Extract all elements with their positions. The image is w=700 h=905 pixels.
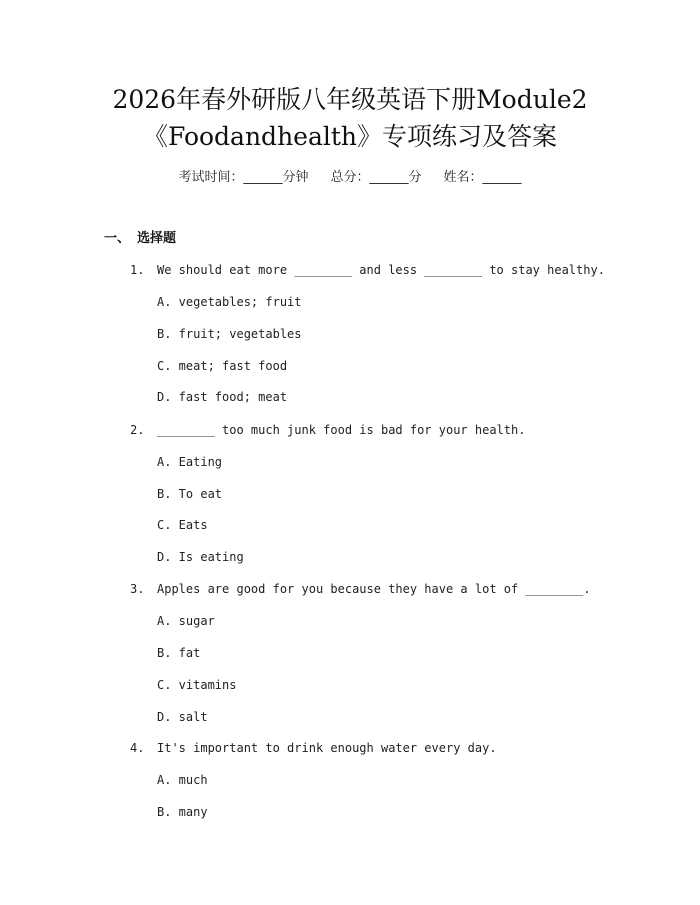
student-name-field: 姓名：______ [443, 170, 522, 185]
option-2a: A. Eating [157, 455, 223, 469]
option-4a: A. much [157, 773, 208, 787]
option-2d: D. Is eating [157, 550, 244, 564]
option-2b: B. To eat [157, 487, 223, 501]
option-4b: B. many [157, 805, 208, 819]
question-1 [130, 261, 605, 279]
question-2 [130, 421, 525, 439]
option-3d: D. salt [157, 710, 208, 724]
option-3b: B. fat [157, 646, 201, 660]
option-3a: A. sugar [157, 614, 215, 628]
total-score-field: 总分：______分 [330, 170, 422, 185]
section-label: 选择题 [137, 231, 177, 246]
question-number: 2. [130, 423, 145, 437]
document-title-line-2: 《Foodandhealth》专项练习及答案 [142, 122, 558, 151]
option-1d: D. fast food; meat [157, 390, 288, 404]
question-number: 3. [130, 582, 145, 596]
option-1a: A. vegetables; fruit [157, 295, 302, 309]
question-text: ________ too much junk food is bad for your health. [157, 423, 526, 437]
option-1b: B. fruit; vegetables [157, 327, 302, 341]
document-title-line-1: 2026年春外研版八年级英语下册Module2 [112, 85, 588, 114]
option-1c: C. meat; fast food [157, 359, 288, 373]
question-text: Apples are good for you because they have a lot of ________. [157, 582, 591, 596]
question-number: 1. [130, 263, 145, 277]
question-text: It's important to drink enough water every day. [157, 741, 497, 755]
exam-info-line [0, 169, 700, 187]
option-3c: C. vitamins [157, 678, 237, 692]
section-heading [104, 230, 176, 248]
question-4 [130, 739, 497, 757]
section-number: 一、 [104, 231, 131, 246]
exam-time-field: 考试时间：______分钟 [178, 170, 309, 185]
question-text: We should eat more ________ and less ________ to stay healthy. [157, 263, 605, 277]
question-3 [130, 580, 590, 598]
option-2c: C. Eats [157, 518, 208, 532]
question-number: 4. [130, 741, 145, 755]
